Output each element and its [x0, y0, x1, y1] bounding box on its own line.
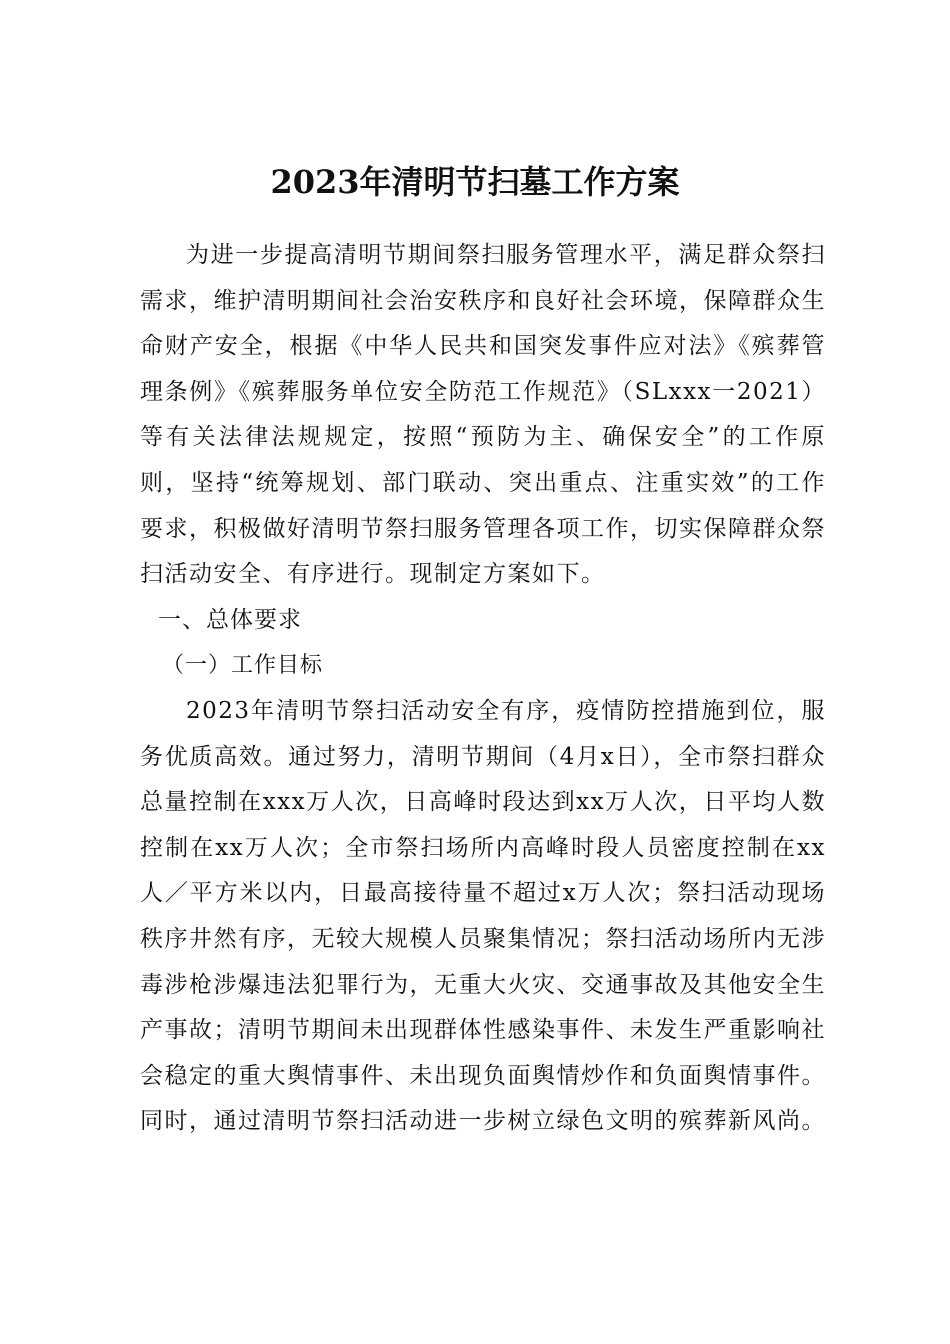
subsection-heading: （一）工作目标 — [162, 653, 324, 679]
document-title: 2023年清明节扫墓工作方案 — [270, 163, 680, 202]
section-heading: 一、总体要求 — [158, 606, 302, 633]
goal-paragraph: 2023年清明节祭扫活动安全有序，疫情防控措施到位，服务优质高效。通过努力，清明节期间（4月x日），全市祭扫群众总量控制在xxx万人次，日高峰时段达到xx万人次，日平均人数控制在xx万人次；全市祭扫场所内高峰时段人员密度控制在xx人／平方米以内，日最高接待量不超过x万人次；祭扫活动现场秩序井然有序，无较大规模人员聚集情况；祭扫活动场所内无涉毒涉枪涉爆违法犯罪行为，无重大火灾、交通事故及其他安全生产事故；清明节期间未出现群体性感染事件、未发生严重影响社会稳定的重大舆情事件、未出现负面舆情炒作和负面舆情事件。同时，通过清明节祭扫活动进一步树立绿色文明的殡葬新风尚。 — [140, 697, 826, 1135]
intro-paragraph: 为进一步提高清明节期间祭扫服务管理水平，满足群众祭扫需求，维护清明期间社会治安秩序和良好社会环境，保障群众生命财产安全，根据《中华人民共和国突发事件应对法》《殡葬管理条例》《殡葬服务单位安全防范工作规范》（SLxxx一2021）等有关法律法规规定，按照“预防为主、确保安全”的工作原则，坚持“统筹规划、部门联动、突出重点、注重实效”的工作要求，积极做好清明节祭扫服务管理各项工作，切实保障群众祭扫活动安全、有序进行。现制定方案如下。 — [140, 242, 826, 588]
document-body — [140, 233, 826, 1145]
